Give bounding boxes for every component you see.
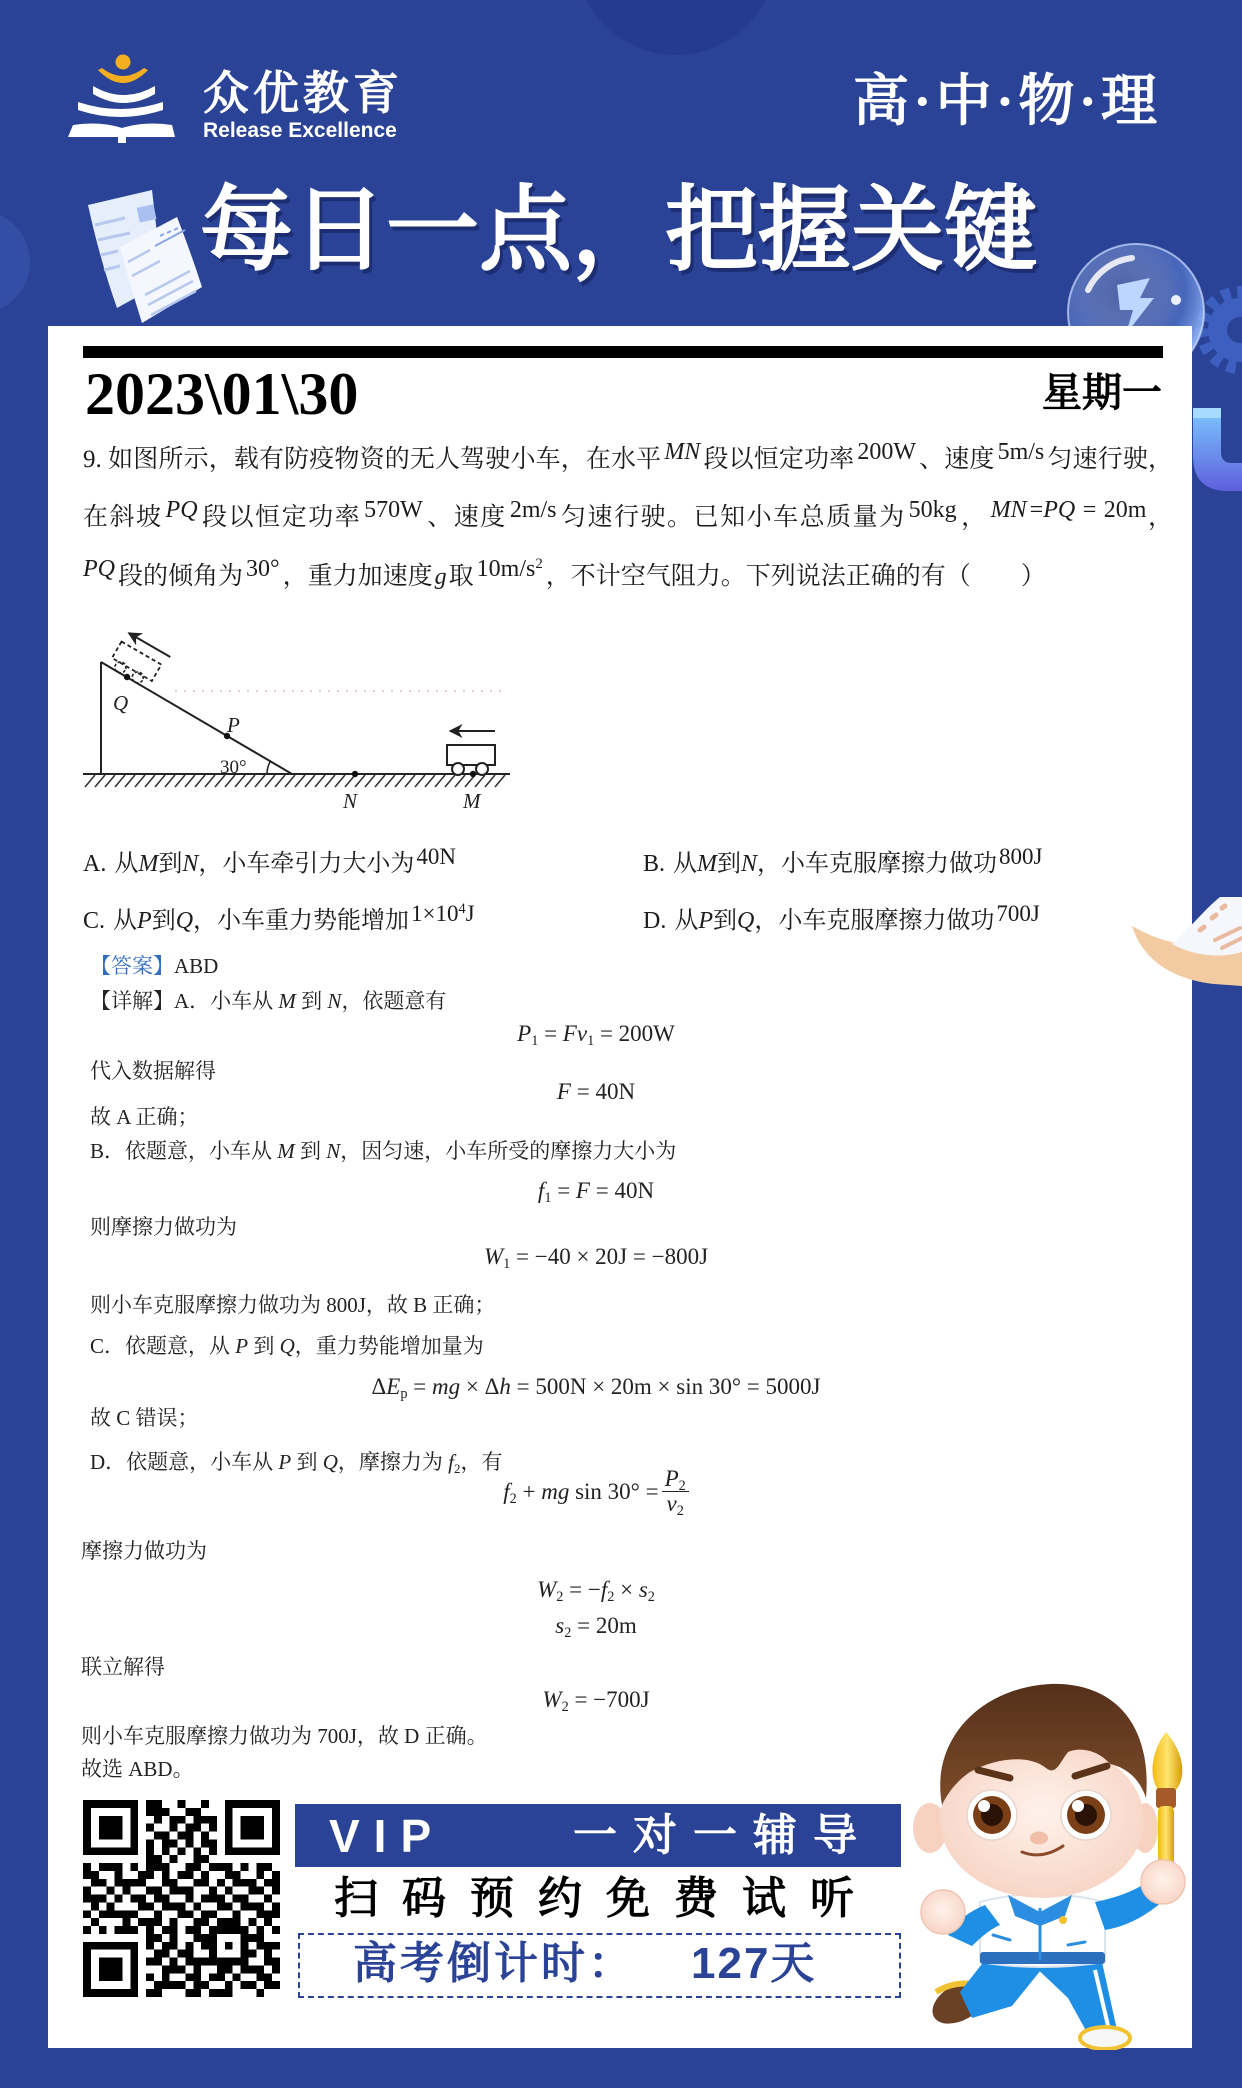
text: ，不计空气阻力。下列说法正确的有（ ）	[545, 563, 1046, 590]
text: ，摩擦力为	[337, 1450, 449, 1474]
date: 2023\01\30	[85, 361, 359, 427]
text: 9. 如图所示，载有防疫物资的无人驾驶小车，在水平	[83, 446, 662, 473]
text: ，小车重力势能增加	[193, 908, 410, 934]
text: 到	[248, 1334, 280, 1358]
ground-hatching	[85, 775, 505, 787]
text: 取	[448, 563, 474, 590]
eq-part: s	[555, 1613, 565, 1638]
option-letter: B.	[643, 851, 666, 877]
answer-value: ABD	[174, 954, 219, 978]
text: 段以恒定功率	[703, 446, 855, 473]
eq-part: = 200W	[594, 1021, 675, 1046]
math: P	[278, 1450, 292, 1474]
math: PQ	[83, 556, 115, 582]
text: 、速度	[918, 446, 995, 473]
eq-part: =	[538, 1021, 563, 1046]
text: ，小车克服摩擦力做功	[757, 851, 998, 877]
cart-icon	[447, 731, 495, 775]
math: M	[278, 989, 296, 1013]
text: 到	[717, 851, 742, 877]
math: g	[434, 564, 447, 590]
text: 段以恒定功率	[200, 504, 362, 531]
zhongyou-logo-icon	[60, 40, 190, 150]
label-angle: 30°	[220, 757, 247, 778]
explanation-line-2: 代入数据解得	[90, 1059, 216, 1083]
eq-part: Fv	[562, 1021, 588, 1046]
equation-friction-1	[296, 1176, 896, 1206]
eq-lhs	[503, 1477, 658, 1507]
text: 段的倾角为	[118, 563, 244, 590]
point-q	[124, 674, 130, 680]
eq-part: W	[537, 1577, 557, 1602]
math: P	[698, 908, 714, 934]
option-value: 800J	[999, 844, 1043, 869]
math: Q	[279, 1334, 295, 1358]
equation-work-2	[296, 1575, 896, 1605]
eq-part: mg	[431, 1374, 461, 1399]
equation-incline-force	[296, 1467, 896, 1527]
math: N	[326, 1139, 341, 1163]
eq-sub: 1	[587, 1033, 595, 1050]
text: 匀速行驶，	[1047, 446, 1173, 473]
divider-bar	[83, 346, 1163, 358]
equation-distance	[296, 1611, 896, 1641]
text: C．依题意，从	[90, 1334, 236, 1358]
text: B．依题意，小车从	[90, 1139, 278, 1163]
equation-work-result	[296, 1685, 896, 1715]
slope-line	[101, 662, 292, 774]
explanation-line-1	[90, 986, 446, 1016]
brand-tagline: Release Excellence	[203, 119, 397, 142]
banner-title: 每日一点，把握关键	[200, 178, 1037, 282]
eq-sub: p	[400, 1386, 408, 1403]
eq-part: f	[503, 1478, 510, 1504]
text: 从	[114, 851, 139, 877]
option-value: 700J	[996, 901, 1040, 926]
eq-part: Δ	[371, 1374, 387, 1399]
equation-potential-energy	[296, 1372, 896, 1402]
explanation-line-11: 联立解得	[81, 1655, 165, 1679]
math: M	[277, 1139, 295, 1163]
math: 50kg	[908, 497, 957, 523]
eq-part: W	[542, 1687, 562, 1712]
math: Q	[737, 908, 755, 934]
eq-sub: 1	[531, 1033, 539, 1050]
math: MN	[664, 439, 701, 465]
text: 、速度	[425, 504, 507, 531]
decor-circle-left	[0, 210, 30, 314]
decor-circle-top	[576, 0, 776, 55]
label-q: Q	[113, 691, 129, 715]
text: ，小车克服摩擦力做功	[754, 908, 995, 934]
explanation-line-10: 摩擦力做功为	[81, 1539, 207, 1563]
math: 30°	[246, 556, 280, 582]
text: 到	[295, 989, 328, 1013]
eq-part: = −40 × 20J = −800J	[510, 1244, 709, 1269]
text: D．依题意，小车从	[90, 1450, 279, 1474]
math: 5m/s	[997, 439, 1045, 465]
eq-sub: 2	[561, 1699, 569, 1716]
label-n: N	[343, 789, 358, 813]
eq-part: f	[537, 1178, 545, 1203]
incline-diagram	[70, 610, 530, 820]
text: ，有	[460, 1450, 503, 1474]
option-letter: C.	[83, 908, 106, 934]
angle-arc	[267, 762, 270, 775]
text: 到	[158, 851, 183, 877]
math: N	[182, 851, 199, 877]
weekday: 星期一	[1042, 370, 1162, 415]
eq-part: = −	[563, 1577, 601, 1602]
countdown-label: 高考倒计时：	[353, 1939, 635, 1988]
explanation-line-5: 则摩擦力做功为	[90, 1215, 237, 1239]
fraction-numerator	[662, 1466, 689, 1495]
text: ，小车牵引力大小为	[198, 851, 415, 877]
eq-part: mg	[541, 1478, 570, 1504]
math: 200W	[857, 439, 916, 465]
equation-work-1	[296, 1242, 896, 1272]
eq-sub: 2	[678, 1478, 686, 1495]
answer-line	[90, 951, 218, 981]
eq-part: = 40N	[570, 1079, 636, 1104]
fraction-denominator	[662, 1491, 689, 1520]
eq-part: = −700J	[568, 1687, 650, 1712]
option-letter: A.	[83, 851, 107, 877]
math-sub: 2	[454, 1460, 461, 1476]
answer-label: 【答案】	[90, 954, 174, 978]
math: N	[741, 851, 758, 877]
countdown-unit: 天	[770, 1939, 817, 1988]
eq-part: f	[600, 1577, 608, 1602]
math: M	[697, 851, 718, 877]
eq-part: P	[517, 1021, 532, 1046]
explanation-line-12: 则小车克服摩擦力做功为 700J，故 D 正确。	[81, 1724, 488, 1748]
math: M	[138, 851, 159, 877]
eq-part: = 500N × 20m × sin 30° = 5000J	[510, 1374, 821, 1399]
eq-part: F	[556, 1079, 571, 1104]
text: 到	[151, 908, 176, 934]
vip-label: VIP	[329, 1810, 446, 1862]
eq-sub: 2	[647, 1589, 655, 1606]
eq-part: = 40N	[589, 1178, 655, 1203]
eq-part: W	[483, 1244, 504, 1269]
math-sup: 2	[535, 555, 543, 572]
text: ，	[1146, 504, 1173, 531]
equation-power	[296, 1019, 896, 1049]
option-b	[643, 844, 1042, 884]
eq-sub: 1	[503, 1256, 511, 1273]
countdown-days: 127	[691, 1939, 771, 1988]
value-base: 1×10	[411, 901, 459, 926]
eq-part: ×	[614, 1577, 639, 1602]
eq-sub: 2	[564, 1625, 572, 1642]
option-c	[83, 901, 475, 941]
label-p: P	[227, 713, 240, 737]
option-letter: D.	[643, 908, 667, 934]
math: P	[235, 1334, 249, 1358]
fraction	[662, 1466, 689, 1520]
mascot-boy-icon	[900, 1680, 1200, 2050]
eq-part: P	[664, 1466, 679, 1491]
math: Q	[175, 908, 194, 934]
qr-code	[83, 1800, 280, 1997]
point-m	[470, 771, 476, 777]
label-m: M	[463, 789, 481, 813]
text: A．小车从	[174, 989, 279, 1013]
math: MN	[990, 497, 1027, 523]
text: 到	[291, 1450, 323, 1474]
eq-part: h	[499, 1374, 511, 1399]
countdown-value	[691, 1938, 816, 1990]
text: 从	[673, 851, 698, 877]
brand-name: 众优教育	[203, 67, 403, 119]
math	[477, 556, 543, 582]
math: =	[1029, 497, 1044, 523]
math: N	[327, 989, 342, 1013]
text: 从	[674, 908, 699, 934]
text: ，	[959, 504, 988, 531]
magnet-icon	[1193, 408, 1242, 491]
gear-icon	[1202, 292, 1242, 368]
math: Q	[322, 1450, 338, 1474]
math: = 20m	[1075, 497, 1147, 523]
math: f	[448, 1450, 455, 1474]
eq-sub: 2	[556, 1589, 564, 1606]
option-d	[643, 901, 1040, 941]
eq-part: = 20m	[571, 1613, 637, 1638]
value-unit: J	[465, 901, 475, 926]
paper-sheets-icon	[88, 190, 202, 323]
text: ，依题意有	[341, 989, 447, 1013]
eq-sub: 1	[544, 1190, 552, 1207]
text: 匀速行驶。已知小车总质量为	[559, 504, 906, 531]
option-value: 40N	[416, 844, 456, 869]
text: 在斜坡	[83, 504, 163, 531]
peach-paper-icon	[1120, 885, 1242, 995]
eq-sub: 2	[676, 1503, 684, 1520]
eq-part: × Δ	[460, 1374, 500, 1399]
math: P	[137, 908, 152, 934]
vip-service: 一对一辅导	[573, 1811, 873, 1860]
subject-title: 高·中·物·理	[853, 71, 1162, 133]
explanation-line-13: 故选 ABD。	[81, 1757, 194, 1781]
value-exponent: 4	[458, 901, 466, 918]
point-n	[352, 771, 358, 777]
question-line-2	[83, 498, 1173, 538]
text: ，因匀速，小车所受的摩擦力大小为	[340, 1139, 677, 1163]
question-line-3	[83, 557, 1046, 597]
eq-part: =	[407, 1374, 432, 1399]
explanation-line-7	[90, 1331, 484, 1361]
math: PQ	[165, 497, 198, 523]
eq-sub: 2	[509, 1490, 517, 1507]
text: ，重力势能增加量为	[294, 1334, 484, 1358]
explanation-label: 【详解】	[90, 989, 174, 1013]
eq-part: v	[666, 1491, 677, 1516]
explanation-line-8: 故 C 错误；	[90, 1406, 199, 1430]
eq-part: E	[386, 1374, 401, 1399]
math: 2m/s	[509, 497, 557, 523]
eq-part: =	[551, 1178, 576, 1203]
math: 570W	[364, 497, 423, 523]
math-base: 10m/s	[476, 556, 536, 582]
question-line-1	[83, 440, 1173, 480]
text: 到	[713, 908, 738, 934]
eq-part: +	[516, 1478, 542, 1504]
text: ，重力加速度	[282, 563, 433, 590]
explanation-line-6: 则小车克服摩擦力做功为 800J，故 B 正确；	[90, 1293, 496, 1317]
text: 从	[113, 908, 138, 934]
math: PQ	[1043, 497, 1076, 523]
cta-text: 扫码预约免费试听	[334, 1874, 878, 1923]
explanation-line-4	[90, 1136, 676, 1166]
dashed-cart-on-slope	[107, 632, 170, 691]
option-a	[83, 844, 456, 884]
eq-part: F	[575, 1178, 590, 1203]
text: 到	[294, 1139, 327, 1163]
explanation-line-3: 故 A 正确；	[90, 1105, 199, 1129]
eq-part: s	[638, 1577, 648, 1602]
eq-part: sin 30° =	[569, 1478, 659, 1504]
eq-sub: 2	[607, 1589, 615, 1606]
equation-force	[296, 1077, 896, 1107]
option-value	[411, 901, 475, 926]
